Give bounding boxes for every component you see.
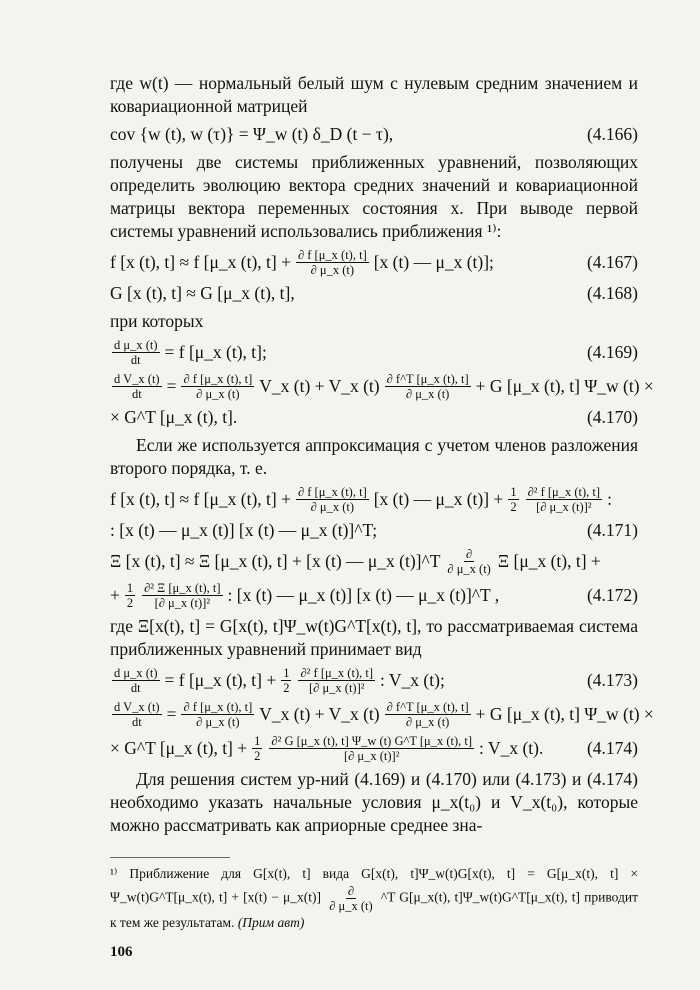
- equation-rhs: [x (t) — μ_x (t)];: [373, 252, 494, 272]
- footnote-text-part2: ^T G[μ_x(t), t]Ψ_w(t)G^T[μ_x(t), t] приводит к тем же результатам.: [110, 889, 639, 930]
- equation-lhs: f [x (t), t] ≈ f [μ_x (t), t] +: [110, 252, 291, 272]
- fraction-numerator: d V_x (t): [114, 700, 160, 714]
- fraction-numerator: d μ_x (t): [114, 338, 158, 352]
- equation-body: G [x (t), t] ≈ G [μ_x (t), t],: [110, 283, 295, 303]
- fraction-numerator: ∂ f^T [μ_x (t), t]: [386, 700, 469, 714]
- equation-4-174-line1: $\frac{\text{d V\_x (t)}}{dt}$ = $\frac{\partial f [\mu\_x (t), t]}{\partial \mu\_x (t)}$ V_x (t) + V_x (t) $\frac{\partial f\^{}T [\mu\_x (t), t]}{\partial \mu\_x (t)}$ + G [μ_x (t), t] Ψ_w (t) ×: [114, 700, 654, 729]
- equation-4-170-line2: [110, 406, 638, 429]
- fraction-denominator: dt: [130, 681, 141, 695]
- paragraph-where-xi: где Ξ[x(t), t] = G[x(t), t]Ψ_w(t)G^T[x(t), t], то рассматриваемая система приближенных уравнений принимает вид: [110, 616, 638, 659]
- fraction-numerator: ∂² f [μ_x (t), t]: [527, 485, 601, 499]
- equation-number: (4.171): [586, 520, 638, 540]
- fraction-denominator: ∂ μ_x (t): [447, 562, 491, 576]
- fraction-numerator: 1: [510, 485, 517, 499]
- equation-4-167: [110, 248, 638, 277]
- equation-number: (4.166): [586, 124, 638, 144]
- equation-number: (4.172): [586, 585, 638, 605]
- fraction-numerator: ∂: [466, 547, 473, 561]
- equation-number: (4.174): [586, 738, 638, 758]
- fraction-denominator: ∂ μ_x (t): [196, 715, 240, 729]
- equation-4-171-line1: [110, 485, 638, 514]
- equation-term: : [x (t) — μ_x (t)] [x (t) — μ_x (t)]^T;: [110, 520, 378, 540]
- equation-number: (4.173): [586, 670, 638, 690]
- equation-number: (4.168): [586, 283, 638, 303]
- fraction-denominator: 2: [126, 596, 134, 610]
- fraction-denominator: dt: [130, 353, 141, 367]
- equation-4-174-line2: [110, 734, 638, 763]
- equation-term: + G [μ_x (t), t] Ψ_w (t) ×: [475, 704, 654, 724]
- fraction-numerator: ∂² f [μ_x (t), t]: [300, 666, 373, 680]
- footnote-rule: [110, 857, 230, 858]
- equation-4-170-line1: $\frac{\text{d V\_x (t)}}{dt}$ = $\frac{\partial f [\mu\_x (t), t]}{\partial \mu\_x (t)}$ V_x (t) + V_x (t) $\frac{\partial f\^{}T [\mu\_x (t), t]}{\partial \mu\_x (t)}$ + G [μ_x (t), t] Ψ_w (t) ×: [114, 372, 654, 401]
- fraction-numerator: ∂: [347, 884, 355, 898]
- page-number: 106: [110, 944, 133, 960]
- fraction-denominator: ∂ μ_x (t): [405, 715, 450, 729]
- fraction-numerator: ∂ f [μ_x (t), t]: [183, 372, 253, 386]
- equation-4-172-line2: [110, 581, 638, 610]
- fraction-numerator: 1: [254, 734, 261, 748]
- equation-number: (4.167): [586, 252, 638, 272]
- paragraph-under-which: при которых: [110, 311, 204, 331]
- equation-term: + G [μ_x (t), t] Ψ_w (t) ×: [475, 376, 654, 396]
- footnote: [110, 851, 638, 933]
- paragraph-second-order: Если же используется аппроксимация с учетом членов разложения второго порядка, т. е.: [110, 435, 638, 478]
- equation-term: :: [607, 489, 612, 509]
- equation-term: : V_x (t).: [479, 738, 544, 758]
- footnote-author-note: (Прим авт): [237, 915, 305, 930]
- equation-term: Ξ [x (t), t] ≈ Ξ [μ_x (t), t] + [x (t) — μ_x (t)]^T: [110, 551, 441, 571]
- equation-number: (4.170): [586, 407, 638, 427]
- equation-4-168: [110, 282, 638, 305]
- equation-term: +: [110, 585, 120, 605]
- fraction-denominator: 2: [283, 681, 290, 695]
- equation-term: × G^T [μ_x (t), t] +: [110, 738, 248, 758]
- fraction-numerator: 1: [126, 581, 134, 595]
- fraction-denominator: dt: [131, 387, 142, 401]
- equation-4-169: [110, 338, 638, 367]
- equation-4-171-line2: [110, 519, 638, 542]
- fraction-denominator: ∂ μ_x (t): [329, 899, 373, 913]
- fraction-denominator: ∂ μ_x (t): [310, 263, 355, 277]
- equation-4-173: [110, 666, 638, 695]
- equation-4-166: [110, 123, 638, 146]
- equation-term: Ξ [μ_x (t), t] +: [497, 551, 601, 571]
- fraction-numerator: 1: [283, 666, 290, 680]
- equation-4-172-line1: [110, 547, 638, 576]
- equation-term: V_x (t) + V_x (t): [259, 376, 380, 396]
- equation-term: : V_x (t);: [380, 670, 445, 690]
- fraction-denominator: ∂ μ_x (t): [196, 387, 240, 401]
- fraction-numerator: d μ_x (t): [114, 666, 158, 680]
- fraction-denominator: [∂ μ_x (t)]²: [536, 500, 592, 514]
- fraction-numerator: ∂ f [μ_x (t), t]: [183, 700, 253, 714]
- fraction-denominator: 2: [510, 500, 517, 514]
- fraction-denominator: [∂ μ_x (t)]²: [343, 749, 400, 763]
- fraction-denominator: dt: [131, 715, 142, 729]
- fraction-numerator: ∂² G [μ_x (t), t] Ψ_w (t) G^T [μ_x (t), t]: [271, 734, 473, 748]
- equation-term: V_x (t) + V_x (t): [259, 704, 380, 724]
- fraction-numerator: ∂ f [μ_x (t), t]: [297, 248, 367, 262]
- fraction-denominator: 2: [254, 749, 261, 763]
- equation-term: × G^T [μ_x (t), t].: [110, 407, 238, 427]
- equation-lhs: f [x (t), t] ≈ f [μ_x (t), t] +: [110, 489, 291, 509]
- fraction-numerator: ∂² Ξ [μ_x (t), t]: [144, 581, 221, 595]
- footnote-text-part1: ¹⁾ Приближение для G[x(t), t] вида G[x(t), t]Ψ_w(t)G[x(t), t] = G[μ_x(t), t] × Ψ_w(t)G^T[μ_x(t), t] + [x(t) − μ_x(t)]: [110, 866, 638, 905]
- fraction-numerator: ∂ f [μ_x (t), t]: [297, 485, 367, 499]
- equation-rhs: = f [μ_x (t), t];: [164, 342, 267, 362]
- equation-number: (4.169): [586, 342, 638, 362]
- paragraph-approximations: получены две системы приближенных уравнений, позволяющих определить эволюцию вектора средних значений и ковариационной матрицы вектора переменных состояния x. При выводе первой системы уравнений использовались приближения ¹⁾:: [110, 152, 638, 241]
- paragraph-initial-conditions: Для решения систем ур-ний (4.169) и (4.170) или (4.173) и (4.174) необходимо указать начальные условия μ_x(t₀) и V_x(t₀), которые можно рассматривать как априорные среднее зна-: [110, 769, 638, 835]
- paragraph-intro: где w(t) — нормальный белый шум с нулевым средним значением и ковариационной матрицей: [110, 73, 638, 116]
- equation-term: : [x (t) — μ_x (t)] [x (t) — μ_x (t)]^T ,: [227, 585, 500, 605]
- equation-term: [x (t) — μ_x (t)] +: [373, 489, 504, 509]
- fraction-numerator: ∂ f^T [μ_x (t), t]: [386, 372, 469, 386]
- fraction-denominator: [∂ μ_x (t)]²: [308, 681, 365, 695]
- fraction-numerator: d V_x (t): [114, 372, 160, 386]
- fraction-denominator: ∂ μ_x (t): [405, 387, 450, 401]
- fraction-denominator: ∂ μ_x (t): [310, 500, 355, 514]
- equation-term: = f [μ_x (t), t] +: [164, 670, 277, 690]
- fraction-denominator: [∂ μ_x (t)]²: [154, 596, 211, 610]
- equation-body: cov {w (t), w (τ)} = Ψ_w (t) δ_D (t − τ),: [110, 124, 394, 144]
